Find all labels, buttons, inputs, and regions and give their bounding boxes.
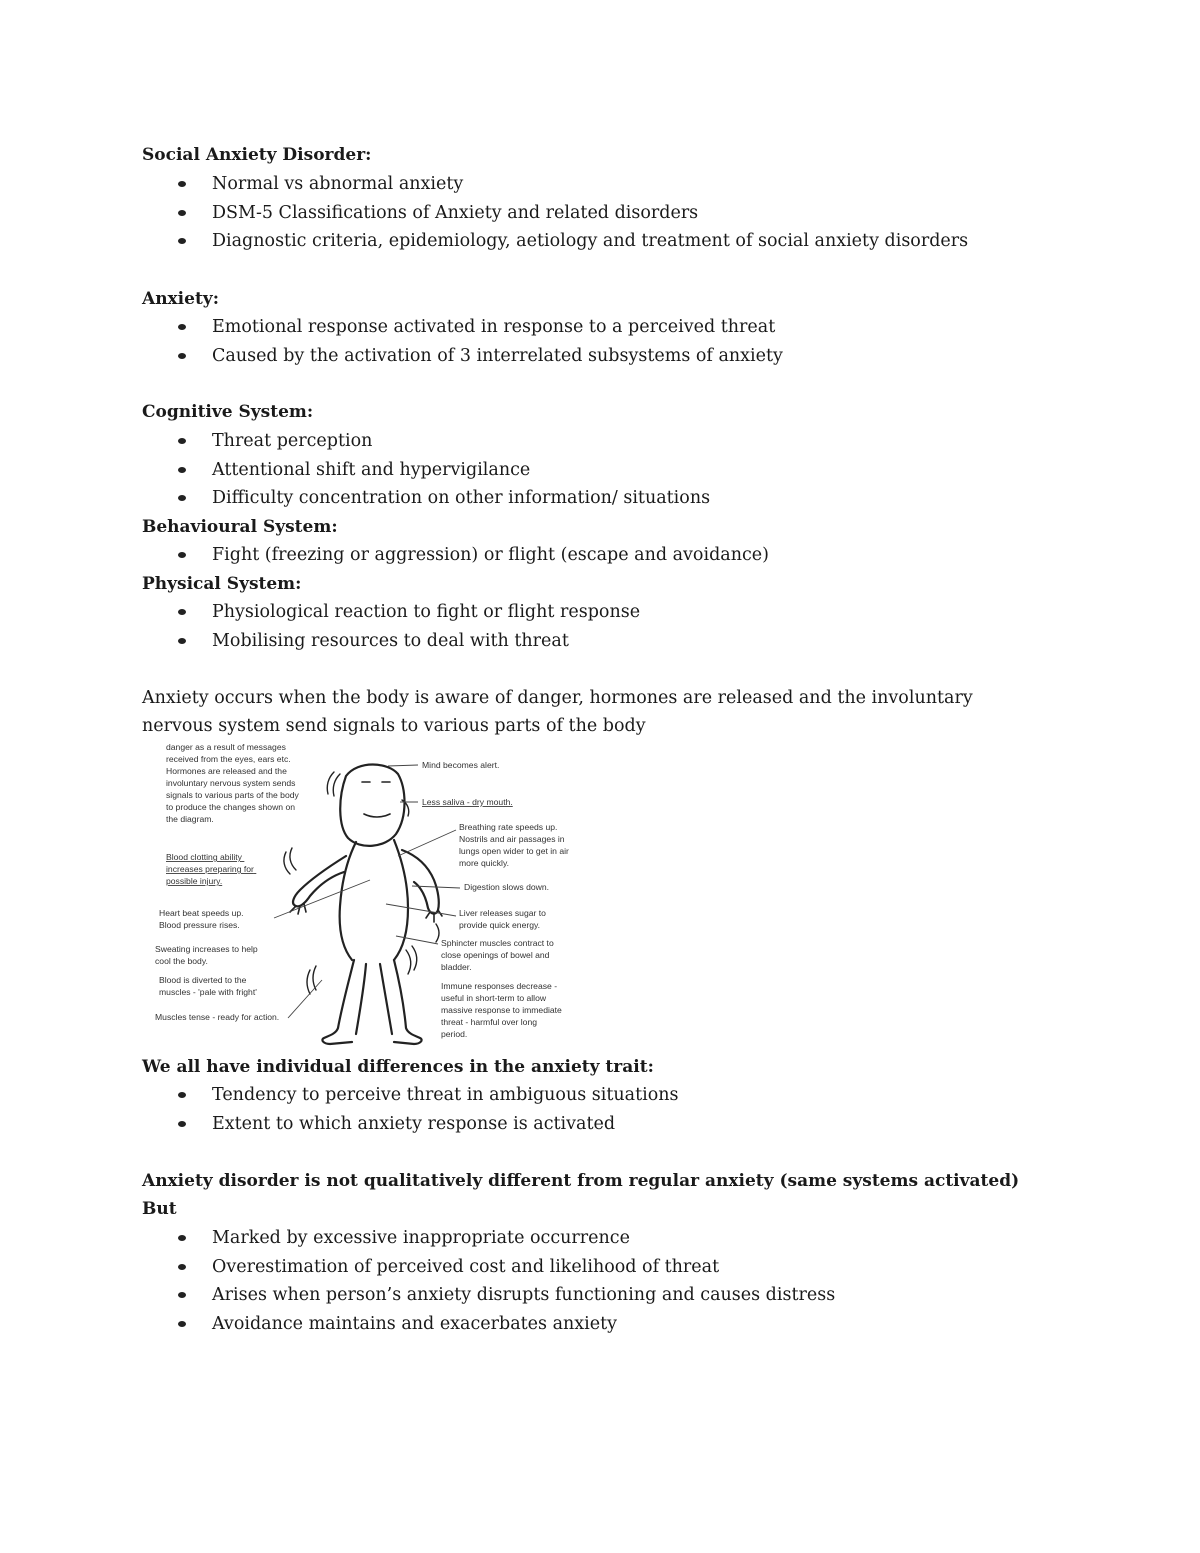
list-item: Marked by excessive inappropriate occurrence <box>175 1227 835 1256</box>
list-item: Overestimation of perceived cost and likelihood of threat <box>175 1256 835 1285</box>
heading-physical-system: Physical System: <box>142 574 302 594</box>
list-physical-system <box>175 601 640 658</box>
heading-behavioural-system: Behavioural System: <box>142 517 338 537</box>
label-mind-alert: Mind becomes alert. <box>422 760 500 770</box>
heading-anxiety: Anxiety: <box>142 289 219 309</box>
paragraph-anxiety-body: Anxiety occurs when the body is aware of danger, hormones are released and the involuntary nervous system send signals to various parts of the body <box>142 688 973 736</box>
list-item: Arises when person’s anxiety disrupts functioning and causes distress <box>175 1284 835 1313</box>
label-sweating: Sweating increases to help cool the body. <box>155 944 258 966</box>
heading-cognitive-system: Cognitive System: <box>142 402 314 422</box>
label-digestion: Digestion slows down. <box>464 882 550 892</box>
list-item: Diagnostic criteria, epidemiology, aetiology and treatment of social anxiety disorders <box>175 230 968 259</box>
list-item: Physiological reaction to fight or flight response <box>175 601 640 630</box>
label-muscles-tense: Muscles tense - ready for action. <box>155 1012 280 1022</box>
list-item: Tendency to perceive threat in ambiguous situations <box>175 1084 679 1113</box>
label-blood-diverted: Blood is diverted to the muscles - 'pale with fright' <box>159 975 257 997</box>
heading-anxiety-disorder: Anxiety disorder is not qualitatively different from regular anxiety (same systems activated) <box>142 1171 1020 1191</box>
list-item: Threat perception <box>175 430 710 459</box>
list-anxiety-trait <box>175 1084 679 1141</box>
list-item: Extent to which anxiety response is activated <box>175 1113 679 1142</box>
list-item: Caused by the activation of 3 interrelated subsystems of anxiety <box>175 345 783 374</box>
label-immune: Immune responses decrease - useful in short-term to allow massive response to immediate threat - harmful over long period. <box>441 981 562 1039</box>
list-social-anxiety-topics <box>175 173 968 259</box>
fight-or-flight-diagram <box>150 738 590 1048</box>
list-cognitive-system <box>175 430 710 516</box>
subheading-but: But <box>142 1199 177 1219</box>
list-item: Mobilising resources to deal with threat <box>175 630 640 659</box>
body-diagram-svg <box>150 738 590 1048</box>
label-heart-beat: Heart beat speeds up. Blood pressure rises. <box>159 908 244 930</box>
list-item: Normal vs abnormal anxiety <box>175 173 968 202</box>
heading-anxiety-trait: We all have individual differences in the anxiety trait: <box>142 1057 654 1077</box>
label-sphincter: Sphincter muscles contract to close openings of bowel and bladder. <box>441 938 554 972</box>
label-breathing: Breathing rate speeds up. Nostrils and air passages in lungs open wider to get in air more quickly. <box>459 822 569 868</box>
heading-social-anxiety-disorder: Social Anxiety Disorder: <box>142 145 372 165</box>
label-blood-clotting: Blood clotting ability increases preparing for possible injury. <box>166 852 254 886</box>
list-anxiety-disorder <box>175 1227 835 1341</box>
list-item: Attentional shift and hypervigilance <box>175 459 710 488</box>
list-item: DSM-5 Classifications of Anxiety and related disorders <box>175 202 968 231</box>
label-intro: danger as a result of messages received from the eyes, ears etc. Hormones are released and the involuntary nervous system sends signals to various parts of the body to produce the changes shown on the diagram. <box>166 742 299 824</box>
list-item: Avoidance maintains and exacerbates anxiety <box>175 1313 835 1342</box>
list-item: Fight (freezing or aggression) or flight (escape and avoidance) <box>175 544 769 573</box>
list-item: Emotional response activated in response to a perceived threat <box>175 316 783 345</box>
list-anxiety <box>175 316 783 373</box>
label-liver: Liver releases sugar to provide quick energy. <box>459 908 546 930</box>
label-less-saliva: Less saliva - dry mouth. <box>422 797 513 807</box>
list-item: Difficulty concentration on other information/ situations <box>175 487 710 516</box>
list-behavioural-system <box>175 544 769 573</box>
